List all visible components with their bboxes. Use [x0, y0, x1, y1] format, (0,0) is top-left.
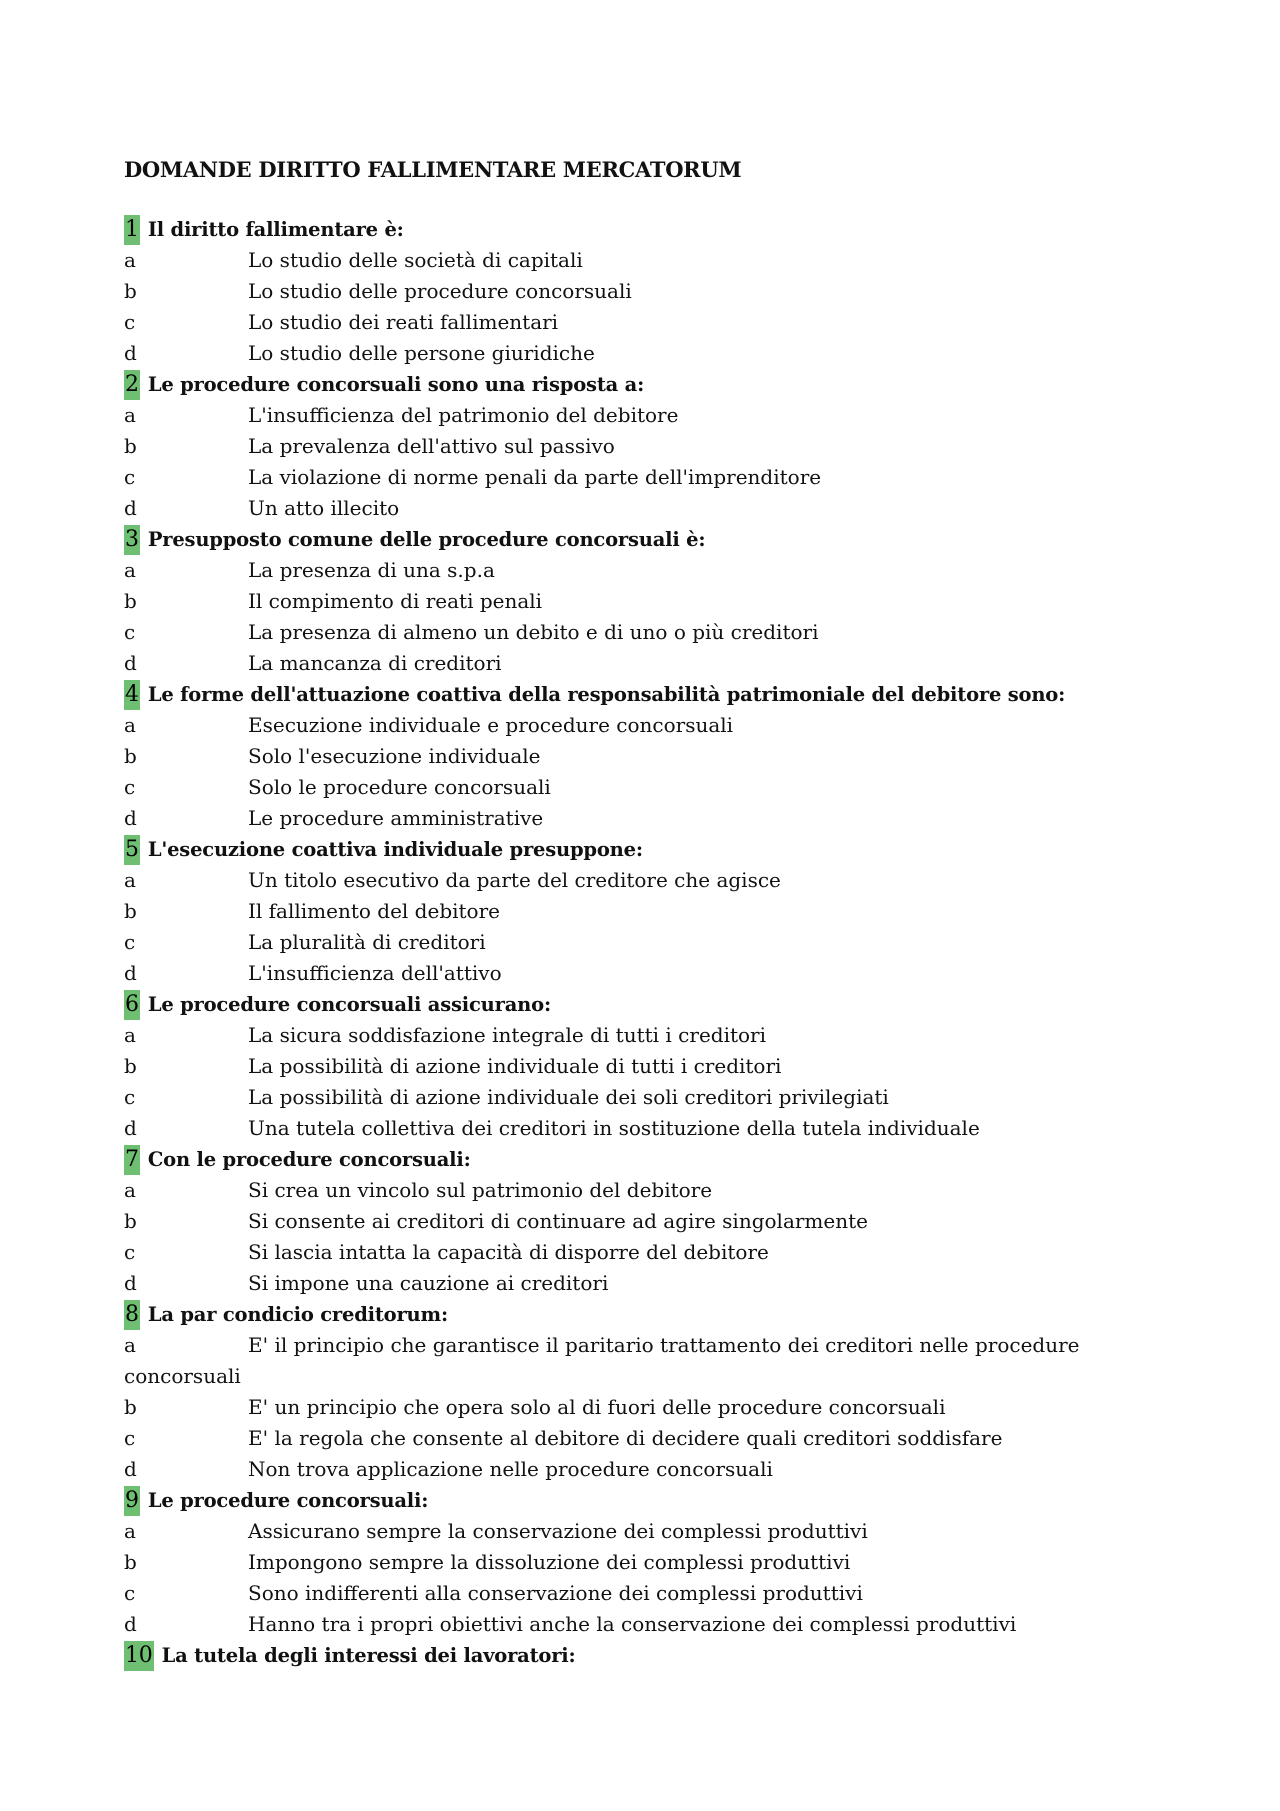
question-line [124, 834, 1164, 865]
answer-text: E' il principio che garantisce il paritario trattamento dei creditori nelle procedure [248, 1333, 1080, 1357]
answer-option [124, 896, 1164, 927]
answer-letter: c [124, 930, 136, 954]
question-block [124, 834, 1164, 989]
answer-option [124, 586, 1164, 617]
answer-text: Si crea un vincolo sul patrimonio del debitore [248, 1178, 713, 1202]
answer-letter: b [124, 434, 137, 458]
answer-letter: c [124, 775, 136, 799]
answer-letter: b [124, 899, 137, 923]
question-number: 7 [124, 1145, 140, 1175]
answer-option [124, 1454, 1164, 1485]
answer-option [124, 493, 1164, 524]
answer-letter: a [124, 558, 136, 582]
question-line [124, 1640, 1164, 1671]
answer-option [124, 1082, 1164, 1113]
answer-letter: d [124, 961, 137, 985]
answer-text: L'insufficienza dell'attivo [248, 961, 502, 985]
answer-text: E' un principio che opera solo al di fuori delle procedure concorsuali [248, 1395, 946, 1419]
question-number: 5 [124, 835, 140, 865]
answer-option [124, 1051, 1164, 1082]
answer-text: Si lascia intatta la capacità di disporre del debitore [248, 1240, 769, 1264]
answer-letter: b [124, 744, 137, 768]
answer-option [124, 617, 1164, 648]
answer-option [124, 865, 1164, 896]
answer-text: La presenza di almeno un debito e di uno o più creditori [248, 620, 819, 644]
answer-letter: d [124, 496, 137, 520]
question-number: 8 [124, 1300, 140, 1330]
question-text: Presupposto comune delle procedure concorsuali è: [147, 528, 706, 551]
answer-option [124, 1516, 1164, 1547]
question-block [124, 369, 1164, 524]
question-text: La tutela degli interessi dei lavoratori: [161, 1644, 576, 1667]
question-line [124, 524, 1164, 555]
answer-letter: a [124, 1333, 136, 1357]
answer-option [124, 307, 1164, 338]
question-line [124, 214, 1164, 245]
answer-letter: c [124, 310, 136, 334]
answer-option [124, 400, 1164, 431]
question-number: 10 [124, 1641, 154, 1671]
answer-letter: c [124, 1581, 136, 1605]
answer-letter: a [124, 1023, 136, 1047]
question-text: Le procedure concorsuali sono una risposta a: [147, 373, 645, 396]
answer-text: Lo studio delle procedure concorsuali [248, 279, 632, 303]
question-line [124, 679, 1164, 710]
question-line [124, 989, 1164, 1020]
answer-option [124, 1113, 1164, 1144]
answer-text: Lo studio delle società di capitali [248, 248, 583, 272]
question-text: Il diritto fallimentare è: [147, 218, 404, 241]
answer-option [124, 803, 1164, 834]
answer-letter: d [124, 1457, 137, 1481]
answer-letter: b [124, 1054, 137, 1078]
answer-text: Solo l'esecuzione individuale [248, 744, 541, 768]
answer-letter: d [124, 651, 137, 675]
question-block [124, 679, 1164, 834]
answer-text: Hanno tra i propri obiettivi anche la conservazione dei complessi produttivi [248, 1612, 1017, 1636]
answer-text: Impongono sempre la dissoluzione dei complessi produttivi [248, 1550, 851, 1574]
answer-letter: d [124, 806, 137, 830]
answer-letter: a [124, 713, 136, 737]
answer-text: Sono indifferenti alla conservazione dei complessi produttivi [248, 1581, 863, 1605]
answer-letter: b [124, 1209, 137, 1233]
answer-text: Le procedure amministrative [248, 806, 544, 830]
answer-letter: b [124, 1550, 137, 1574]
answer-text: Una tutela collettiva dei creditori in sostituzione della tutela individuale [248, 1116, 980, 1140]
answer-text: La prevalenza dell'attivo sul passivo [248, 434, 615, 458]
answer-option [124, 245, 1164, 276]
answer-text: La sicura soddisfazione integrale di tutti i creditori [248, 1023, 767, 1047]
answer-option [124, 555, 1164, 586]
answer-option [124, 1268, 1164, 1299]
question-line [124, 1299, 1164, 1330]
answer-option [124, 1609, 1164, 1640]
answer-letter: a [124, 403, 136, 427]
answer-text-continuation: concorsuali [124, 1364, 241, 1388]
answer-text: La possibilità di azione individuale dei soli creditori privilegiati [248, 1085, 889, 1109]
answer-letter: c [124, 1085, 136, 1109]
answer-option [124, 772, 1164, 803]
answer-text: Un titolo esecutivo da parte del creditore che agisce [248, 868, 781, 892]
question-text: L'esecuzione coattiva individuale presuppone: [147, 838, 643, 861]
question-block [124, 1485, 1164, 1640]
answer-option [124, 1175, 1164, 1206]
answer-text: La possibilità di azione individuale di tutti i creditori [248, 1054, 782, 1078]
question-text: La par condicio creditorum: [147, 1303, 448, 1326]
question-block [124, 1299, 1164, 1485]
answer-text: E' la regola che consente al debitore di decidere quali creditori soddisfare [248, 1426, 1003, 1450]
answer-text: Assicurano sempre la conservazione dei complessi produttivi [248, 1519, 868, 1543]
answer-text: Il compimento di reati penali [248, 589, 543, 613]
answer-letter: d [124, 1612, 137, 1636]
answer-text: Si impone una cauzione ai creditori [248, 1271, 609, 1295]
answer-text: Un atto illecito [248, 496, 400, 520]
answer-letter: c [124, 620, 136, 644]
answer-text: Il fallimento del debitore [248, 899, 500, 923]
answer-letter: a [124, 248, 136, 272]
question-block [124, 1144, 1164, 1299]
answer-option [124, 927, 1164, 958]
question-block [124, 989, 1164, 1144]
question-number: 6 [124, 990, 140, 1020]
document-title: DOMANDE DIRITTO FALLIMENTARE MERCATORUM [124, 157, 742, 182]
answer-option [124, 710, 1164, 741]
question-text: Le forme dell'attuazione coattiva della responsabilità patrimoniale del debitore sono: [147, 683, 1066, 706]
answer-letter: c [124, 465, 136, 489]
answer-text: Non trova applicazione nelle procedure concorsuali [248, 1457, 773, 1481]
answer-letter: d [124, 1116, 137, 1140]
answer-letter: a [124, 1519, 136, 1543]
question-line [124, 1144, 1164, 1175]
answer-option [124, 1206, 1164, 1237]
answer-text: Solo le procedure concorsuali [248, 775, 551, 799]
question-number: 3 [124, 525, 140, 555]
question-number: 1 [124, 215, 140, 245]
answer-letter: b [124, 1395, 137, 1419]
answer-option [124, 1020, 1164, 1051]
answer-letter: d [124, 341, 137, 365]
answer-option [124, 1423, 1164, 1454]
answer-option [124, 1330, 1164, 1361]
answer-option [124, 1237, 1164, 1268]
document-page [124, 150, 1164, 1671]
question-text: Con le procedure concorsuali: [147, 1148, 471, 1171]
answer-letter: a [124, 1178, 136, 1202]
question-block [124, 1640, 1164, 1671]
answer-text: La presenza di una s.p.a [248, 558, 495, 582]
answer-option [124, 1578, 1164, 1609]
answer-option [124, 648, 1164, 679]
answer-letter: c [124, 1240, 136, 1264]
answer-text: Lo studio delle persone giuridiche [248, 341, 595, 365]
answer-option [124, 338, 1164, 369]
answer-option [124, 958, 1164, 989]
answer-letter: a [124, 868, 136, 892]
answer-letter: b [124, 279, 137, 303]
answer-text: La pluralità di creditori [248, 930, 486, 954]
question-block [124, 524, 1164, 679]
answer-text: L'insufficienza del patrimonio del debitore [248, 403, 679, 427]
answer-option [124, 1392, 1164, 1423]
answer-text: La violazione di norme penali da parte dell'imprenditore [248, 465, 822, 489]
question-block [124, 214, 1164, 369]
answer-text: Si consente ai creditori di continuare ad agire singolarmente [248, 1209, 868, 1233]
answer-text: La mancanza di creditori [248, 651, 502, 675]
question-number: 4 [124, 680, 140, 710]
question-line [124, 1485, 1164, 1516]
answer-text: Esecuzione individuale e procedure concorsuali [248, 713, 734, 737]
answer-option [124, 462, 1164, 493]
question-list [124, 214, 1164, 1671]
question-text: Le procedure concorsuali: [147, 1489, 429, 1512]
question-number: 9 [124, 1486, 140, 1516]
question-line [124, 369, 1164, 400]
answer-letter: b [124, 589, 137, 613]
question-text: Le procedure concorsuali assicurano: [147, 993, 551, 1016]
answer-text: Lo studio dei reati fallimentari [248, 310, 559, 334]
question-number: 2 [124, 370, 140, 400]
answer-option [124, 1547, 1164, 1578]
answer-option [124, 431, 1164, 462]
answer-option [124, 741, 1164, 772]
answer-letter: c [124, 1426, 136, 1450]
answer-letter: d [124, 1271, 137, 1295]
answer-option [124, 276, 1164, 307]
